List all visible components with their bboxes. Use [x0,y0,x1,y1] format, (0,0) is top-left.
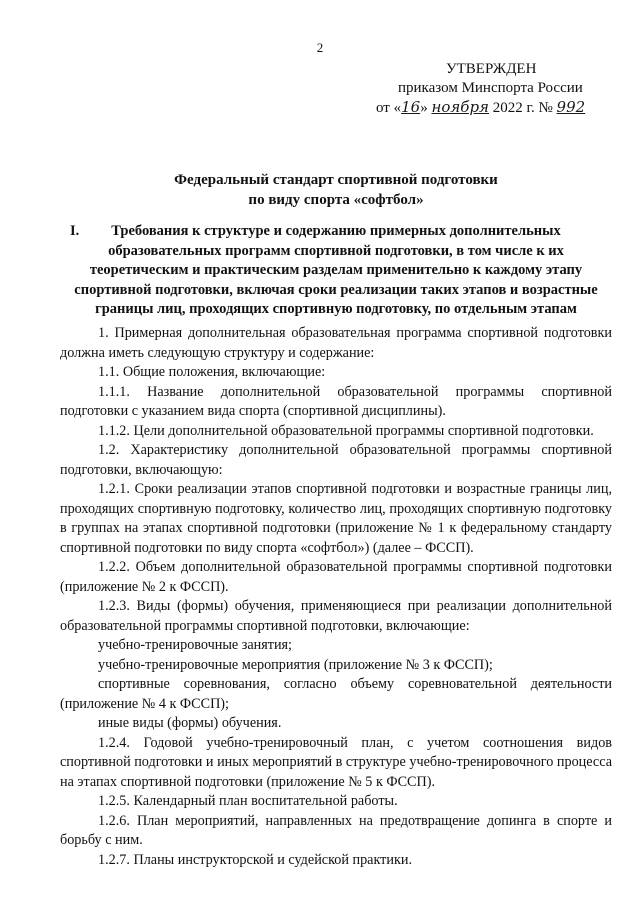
date-mid: » [420,100,432,116]
title-line-2: по виду спорта «софтбол» [248,192,424,208]
date-prefix: от « [376,100,402,116]
approval-order-line: приказом Минспорта России [398,80,583,96]
paragraph: 1.1.1. Название дополнительной образовательной программы спортивной подготовки с указанием вида спорта (спортивной дисциплины). [60,383,612,419]
list-item: учебно-тренировочные занятия; [98,637,293,653]
document-title [60,170,612,210]
paragraph: 1.2.3. Виды (формы) обучения, применяющиеся при реализации дополнительной образовательной программы спортивной подготовки, включающие: [60,598,612,634]
approval-heading: УТВЕРЖДЕН [446,61,537,77]
document-body [60,324,612,870]
paragraph: 1.2.5. Календарный план воспитательной работы. [98,793,398,809]
approval-date-line [376,98,626,118]
list-item: спортивные соревнования, согласно объему соревновательной деятельности (приложение № 4 к ФССП); [60,676,612,712]
handwritten-order-number: 992 [556,98,586,116]
paragraph: 1.2. Характеристику дополнительной образовательной программы спортивной подготовки, включающую: [60,442,612,478]
section-text: Требования к структуре и содержанию примерных дополнительных образовательных программ спортивной подготовки, в том числе к их теоретическим и практическим разделам применительно к каждому этапу спортивной подготовки, включая сроки реализации таких этапов и возрастные границы лиц, проходящих спортивную подготовку, по отдельным этапам [74,223,598,317]
title-line-1: Федеральный стандарт спортивной подготовки [174,172,498,188]
paragraph: 1.2.2. Объем дополнительной образовательной программы спортивной подготовки (приложение № 2 к ФССП). [60,559,612,595]
list-item: учебно-тренировочные мероприятия (приложение № 3 к ФССП); [98,656,493,673]
year-suffix: 2022 г. № [489,100,557,116]
paragraph: 1.2.1. Сроки реализации этапов спортивной подготовки и возрастные границы лиц, проходящих спортивную подготовку, количество лиц, проходящих спортивную подготовку в группах на этапах спортивной подготовки (приложение № 1 к федеральному стандарту спортивной подготовки по виду спорта «софтбол») (далее – ФССП). [60,481,612,556]
list-item: иные виды (формы) обучения. [98,715,282,731]
page-number: 2 [316,40,324,55]
handwritten-month: ноября [431,98,489,116]
paragraph: 1.1. Общие положения, включающие: [98,364,326,380]
paragraph: 1.1.2. Цели дополнительной образовательной программы спортивной подготовки. [98,422,594,439]
paragraph: 1.2.6. План мероприятий, направленных на предотвращение допинга в спорте и борьбу с ним. [60,812,612,848]
paragraph: 1.2.7. Планы инструкторской и судейской практики. [98,851,412,868]
paragraph: 1.2.4. Годовой учебно-тренировочный план, с учетом соотношения видов спортивной подготовки и иных мероприятий в структуре учебно-тренировочного процесса на этапах спортивной подготовки (приложение № 5 к ФССП). [60,734,612,790]
handwritten-day: 16 [401,98,421,116]
approval-block [376,60,626,118]
section-number: I. [70,223,80,239]
paragraph: 1. Примерная дополнительная образовательная программа спортивной подготовки должна иметь следующую структуру и содержание: [60,325,612,361]
section-heading [60,222,612,320]
